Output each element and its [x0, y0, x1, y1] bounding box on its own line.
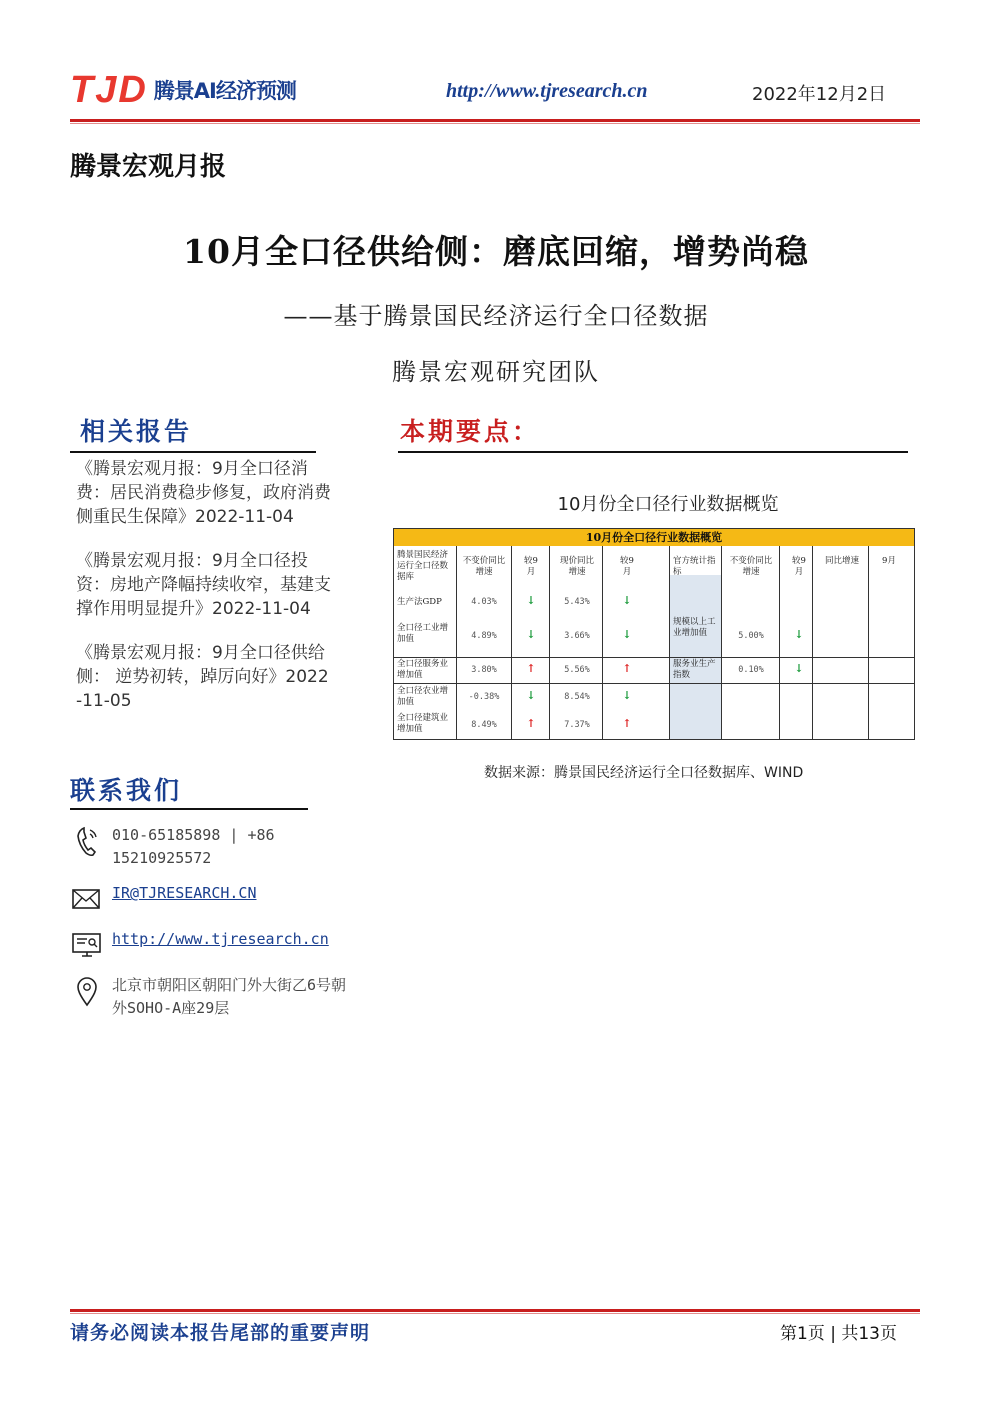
header-yoy-right: 同比增速 [824, 556, 859, 566]
footer-page-number: 第1页 | 共13页 [780, 1324, 897, 1344]
trend-up-icon: ↑ [622, 717, 632, 730]
official-row-constant: 5.00% [738, 631, 764, 641]
row-constant: 4.89% [471, 631, 497, 641]
header-divider-thin [70, 123, 920, 124]
contact-address-row [70, 974, 352, 1020]
related-report-item[interactable]: 《腾景宏观月报：9月全口径投资：房地产降幅持续收窄，基建支撑作用明显提升》2022-11-04 [76, 551, 331, 619]
footer-divider [70, 1309, 920, 1312]
contact-address: 北京市朝阳区朝阳门外大街乙6号朝外SOHO-A座29层 [112, 976, 347, 1017]
location-pin-icon [70, 974, 104, 1008]
row-name: 全口径建筑业增加值 [397, 713, 449, 734]
figure-source: 数据来源：腾景国民经济运行全口径数据库、WIND [484, 765, 804, 781]
trend-down-icon: ↓ [622, 689, 632, 702]
trend-down-icon: ↓ [526, 594, 536, 607]
trend-down-icon: ↓ [622, 594, 632, 607]
table-line [394, 683, 914, 684]
related-report-item[interactable]: 《腾景宏观月报：9月全口径消费：居民消费稳步修复，政府消费侧重民生保障》2022-11-04 [76, 459, 331, 527]
row-current: 5.43% [564, 597, 590, 607]
logo-name: 腾景AI经济预测 [153, 79, 296, 103]
official-row-constant: 0.10% [738, 665, 764, 675]
contact-website-link[interactable]: http://www.tjresearch.cn [112, 930, 329, 948]
report-team: 腾景宏观研究团队 [392, 358, 600, 386]
trend-up-icon: ↑ [526, 662, 536, 675]
table-line [456, 546, 457, 739]
monitor-icon [70, 928, 104, 962]
row-constant: 4.03% [471, 597, 497, 607]
official-row-name: 服务业生产指数 [673, 659, 716, 680]
header-vs-sep: 较9月 [524, 556, 538, 577]
phone-icon [70, 824, 104, 858]
report-subtitle: ——基于腾景国民经济运行全口径数据 [283, 302, 709, 330]
row-constant: 8.49% [471, 720, 497, 730]
trend-down-icon: ↓ [622, 628, 632, 641]
row-current: 8.54% [564, 692, 590, 702]
related-reports-list [76, 457, 334, 733]
trend-down-icon: ↓ [794, 628, 804, 641]
related-reports-heading: 相关报告 [80, 417, 193, 446]
trend-up-icon: ↑ [622, 662, 632, 675]
header-url-link[interactable]: http://www.tjresearch.cn [446, 80, 648, 102]
report-series: 腾景宏观月报 [70, 152, 227, 182]
contact-phone: 010-65185898 | +86 15210925572 [112, 826, 275, 867]
trend-down-icon: ↓ [526, 689, 536, 702]
related-report-item[interactable]: 《腾景宏观月报：9月全口径供给侧： 逆势初转，踔厉向好》2022-11-05 [76, 643, 329, 711]
header-vs-sep-right: 较9月 [792, 556, 806, 577]
trend-down-icon: ↓ [526, 628, 536, 641]
table-line [549, 546, 550, 739]
row-name: 全口径工业增加值 [397, 623, 449, 644]
header-sep-right: 9月 [882, 556, 896, 566]
contact-website-row [70, 928, 352, 962]
header-constant-yoy: 不变价同比增速 [462, 556, 506, 577]
row-constant: 3.80% [471, 665, 497, 675]
table-grid [394, 546, 914, 739]
report-title: 10月全口径供给侧：磨底回缩，增势尚稳 [183, 232, 809, 271]
key-points-heading: 本期要点： [400, 417, 541, 446]
table-line [511, 546, 512, 739]
brand-logo [70, 69, 296, 111]
table-banner: 10月份全口径行业数据概览 [394, 529, 914, 546]
table-line [602, 546, 603, 739]
footer-divider-thin [70, 1313, 920, 1314]
table-line [394, 657, 914, 658]
trend-up-icon: ↑ [526, 717, 536, 730]
mail-icon [70, 882, 104, 916]
row-current: 5.56% [564, 665, 590, 675]
row-name: 全口径服务业增加值 [397, 659, 449, 680]
row-current: 3.66% [564, 631, 590, 641]
related-divider [70, 451, 316, 453]
industry-data-table [393, 528, 915, 740]
header-db: 腾景国民经济运行全口径数据库 [397, 550, 449, 582]
header-divider [70, 119, 920, 122]
row-name: 全口径农业增加值 [397, 686, 449, 707]
logo-mark: TJD [70, 69, 148, 111]
table-line [812, 546, 813, 739]
official-row-name: 规模以上工业增加值 [673, 617, 716, 638]
header-official: 官方统计指标 [673, 556, 716, 577]
contact-email-link[interactable]: IR@TJRESEARCH.CN [112, 884, 257, 902]
table-line [669, 546, 670, 739]
table-line [868, 546, 869, 739]
row-current: 7.37% [564, 720, 590, 730]
key-points-divider [398, 451, 908, 453]
table-line [721, 546, 722, 739]
trend-down-icon: ↓ [794, 662, 804, 675]
header-vs-sep-2: 较9月 [620, 556, 634, 577]
contact-heading: 联系我们 [70, 776, 183, 805]
header-date: 2022年12月2日 [752, 84, 887, 105]
table-line [779, 546, 780, 739]
row-constant: -0.38% [468, 692, 500, 702]
contact-phone-row [70, 824, 352, 870]
contact-divider [70, 808, 308, 810]
contact-email-row [70, 882, 352, 916]
footer-disclaimer-note: 请务必阅读本报告尾部的重要声明 [70, 1322, 371, 1344]
header-current-yoy: 现价同比增速 [559, 556, 594, 577]
row-name: 生产法GDP [397, 597, 442, 607]
header-constant-yoy-right: 不变价同比增速 [729, 556, 773, 577]
figure-title: 10月份全口径行业数据概览 [557, 494, 779, 515]
